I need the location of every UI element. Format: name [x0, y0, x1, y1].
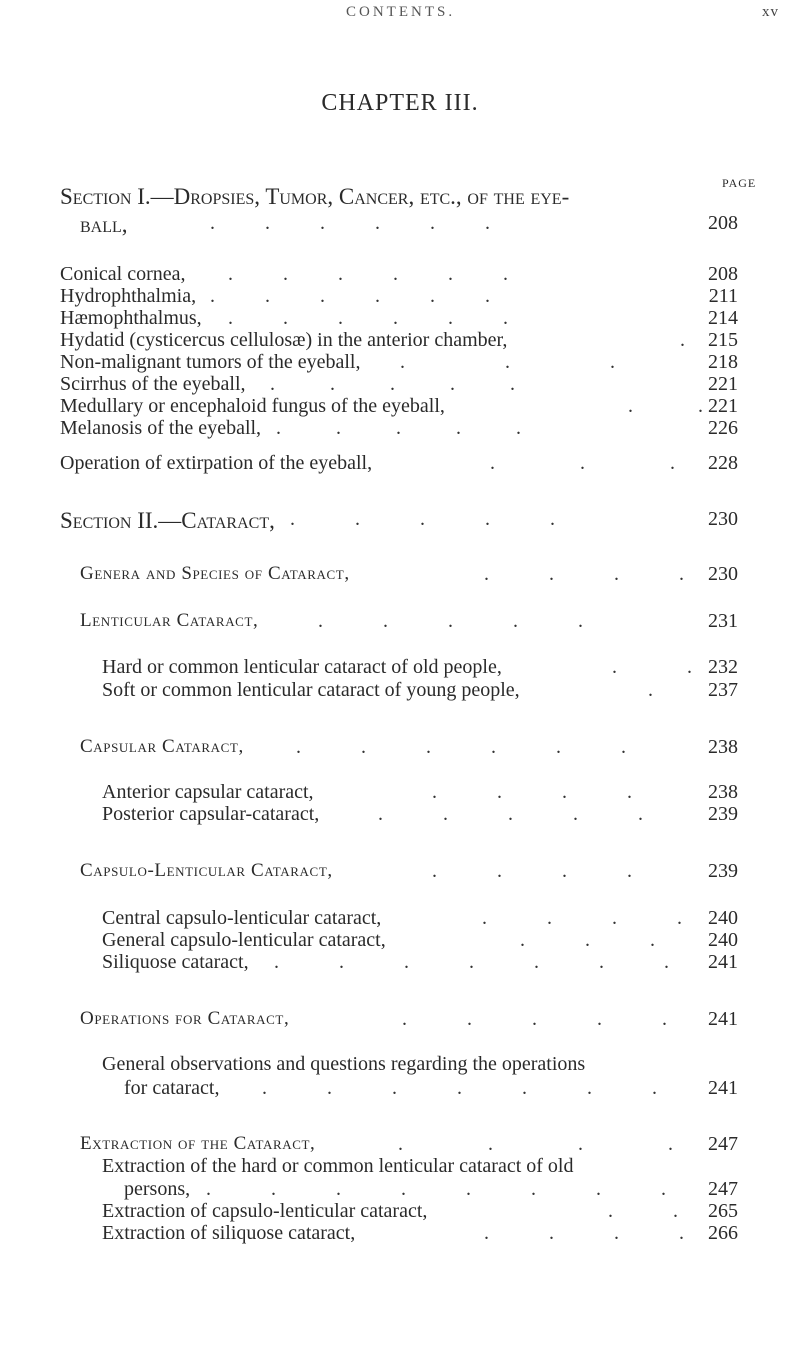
- page-number: xv: [762, 4, 779, 20]
- leader-dots: . . . .: [484, 563, 684, 585]
- leader-dots: . . . . .: [318, 610, 583, 632]
- toc-entry-page: 211: [708, 285, 738, 307]
- toc-heading-label: Extraction of the Cataract,: [80, 1133, 316, 1154]
- leader-dots: . .: [612, 656, 692, 678]
- toc-entry-page: 214: [708, 307, 738, 329]
- leader-dots: . . . . . .: [210, 285, 490, 307]
- section-2-page: 230: [708, 508, 738, 530]
- page-column-label: PAGE: [722, 176, 757, 190]
- leader-dots: . . . . . .: [228, 263, 508, 285]
- toc-entry-page: 247: [708, 1178, 738, 1200]
- toc-entry-label: Non-malignant tumors of the eyeball,: [60, 351, 361, 373]
- toc-entry-page: 266: [708, 1222, 738, 1244]
- toc-entry-label: Posterior capsular-cataract,: [102, 803, 320, 825]
- leader-dots: . . . .: [432, 781, 632, 803]
- toc-entry-page: 221: [708, 395, 738, 417]
- toc-heading-label: Capsulo-Lenticular Cataract,: [80, 860, 333, 881]
- toc-entry-label: Siliquose cataract,: [102, 951, 249, 973]
- toc-heading-page: 231: [708, 610, 738, 632]
- toc-entry-label-continued: for cataract,: [124, 1077, 220, 1099]
- toc-entry-label: Melanosis of the eyeball,: [60, 417, 262, 439]
- toc-entry-label: Hydatid (cysticercus cellulosæ) in the anterior chamber,: [60, 329, 508, 351]
- toc-entry-label: Conical cornea,: [60, 263, 186, 285]
- leader-dots: . . . .: [482, 907, 682, 929]
- section-2-title: Section II.—Cataract,: [60, 508, 275, 533]
- toc-heading-page: 241: [708, 1008, 738, 1030]
- toc-entry-page: 232: [708, 656, 738, 678]
- section-1-title: Section I.—Dropsies, Tumor, Cancer, etc., of the eye-: [60, 184, 570, 209]
- toc-entry-label: General observations and questions regarding the operations: [102, 1053, 586, 1075]
- toc-entry-page: 228: [708, 452, 738, 474]
- leader-dots: . . .: [400, 351, 615, 373]
- toc-heading-label: Genera and Species of Cataract,: [80, 563, 350, 584]
- leader-dots: . . . . . .: [228, 307, 508, 329]
- toc-entry-label: Operation of extirpation of the eyeball,: [60, 452, 373, 474]
- toc-entry-page: 239: [708, 803, 738, 825]
- toc-entry-page: 218: [708, 351, 738, 373]
- leader-dots: . . .: [520, 929, 655, 951]
- toc-entry-page: 240: [708, 907, 738, 929]
- toc-heading-page: 230: [708, 563, 738, 585]
- leader-dots: . . . . . . . .: [206, 1178, 666, 1200]
- leader-dots: . . . . . . .: [274, 951, 669, 973]
- section-1-page: 208: [708, 212, 738, 234]
- toc-entry-label: Anterior capsular cataract,: [102, 781, 314, 803]
- section-1-title-continued: ball,: [80, 212, 128, 237]
- leader-dots: . . . .: [398, 1133, 673, 1155]
- toc-entry-label: Extraction of capsulo-lenticular cataract,: [102, 1200, 428, 1222]
- toc-entry-label: Central capsulo-lenticular cataract,: [102, 907, 382, 929]
- toc-entry-label: Hæmophthalmus,: [60, 307, 202, 329]
- leader-dots: . . . . .: [276, 417, 521, 439]
- toc-entry-page: 221: [708, 373, 738, 395]
- running-head: CONTENTS.: [346, 4, 456, 20]
- toc-entry-page: 241: [708, 1077, 738, 1099]
- leader-dots: . . . . . . .: [262, 1077, 657, 1099]
- toc-heading-label: Lenticular Cataract,: [80, 610, 259, 631]
- leader-dots: . . . . .: [290, 508, 555, 530]
- leader-dots: . . . . .: [378, 803, 643, 825]
- leader-dots: . . . . . .: [296, 736, 626, 758]
- chapter-title: CHAPTER III.: [321, 90, 479, 116]
- toc-entry-label: General capsulo-lenticular cataract,: [102, 929, 386, 951]
- toc-entry-label: Hard or common lenticular cataract of old people,: [102, 656, 502, 678]
- leader-dots: . .: [628, 395, 703, 417]
- toc-entry-label: Extraction of siliquose cataract,: [102, 1222, 356, 1244]
- toc-heading-page: 247: [708, 1133, 738, 1155]
- toc-entry-page: 238: [708, 781, 738, 803]
- leader-dots: .: [648, 679, 653, 701]
- toc-entry-page: 226: [708, 417, 738, 439]
- leader-dots: . . . .: [484, 1222, 684, 1244]
- toc-entry-label: Soft or common lenticular cataract of young people,: [102, 679, 520, 701]
- toc-entry-page: 208: [708, 263, 738, 285]
- leader-dots: . . . . . .: [210, 212, 490, 234]
- leader-dots: . . .: [490, 452, 675, 474]
- toc-entry-page: 241: [708, 951, 738, 973]
- toc-heading-page: 239: [708, 860, 738, 882]
- leader-dots: . . . .: [432, 860, 632, 882]
- toc-entry-label: Extraction of the hard or common lenticular cataract of old: [102, 1155, 574, 1177]
- toc-entry-label: Medullary or encephaloid fungus of the eyeball,: [60, 395, 445, 417]
- toc-heading-page: 238: [708, 736, 738, 758]
- leader-dots: . .: [608, 1200, 678, 1222]
- toc-entry-label-continued: persons,: [124, 1178, 191, 1200]
- leader-dots: .: [680, 329, 685, 351]
- toc-entry-label: Scirrhus of the eyeball,: [60, 373, 246, 395]
- toc-entry-page: 215: [708, 329, 738, 351]
- toc-heading-label: Operations for Cataract,: [80, 1008, 290, 1029]
- toc-entry-page: 265: [708, 1200, 738, 1222]
- leader-dots: . . . . .: [402, 1008, 667, 1030]
- toc-entry-label: Hydrophthalmia,: [60, 285, 197, 307]
- toc-heading-label: Capsular Cataract,: [80, 736, 244, 757]
- toc-entry-page: 240: [708, 929, 738, 951]
- leader-dots: . . . . .: [270, 373, 515, 395]
- toc-entry-page: 237: [708, 679, 738, 701]
